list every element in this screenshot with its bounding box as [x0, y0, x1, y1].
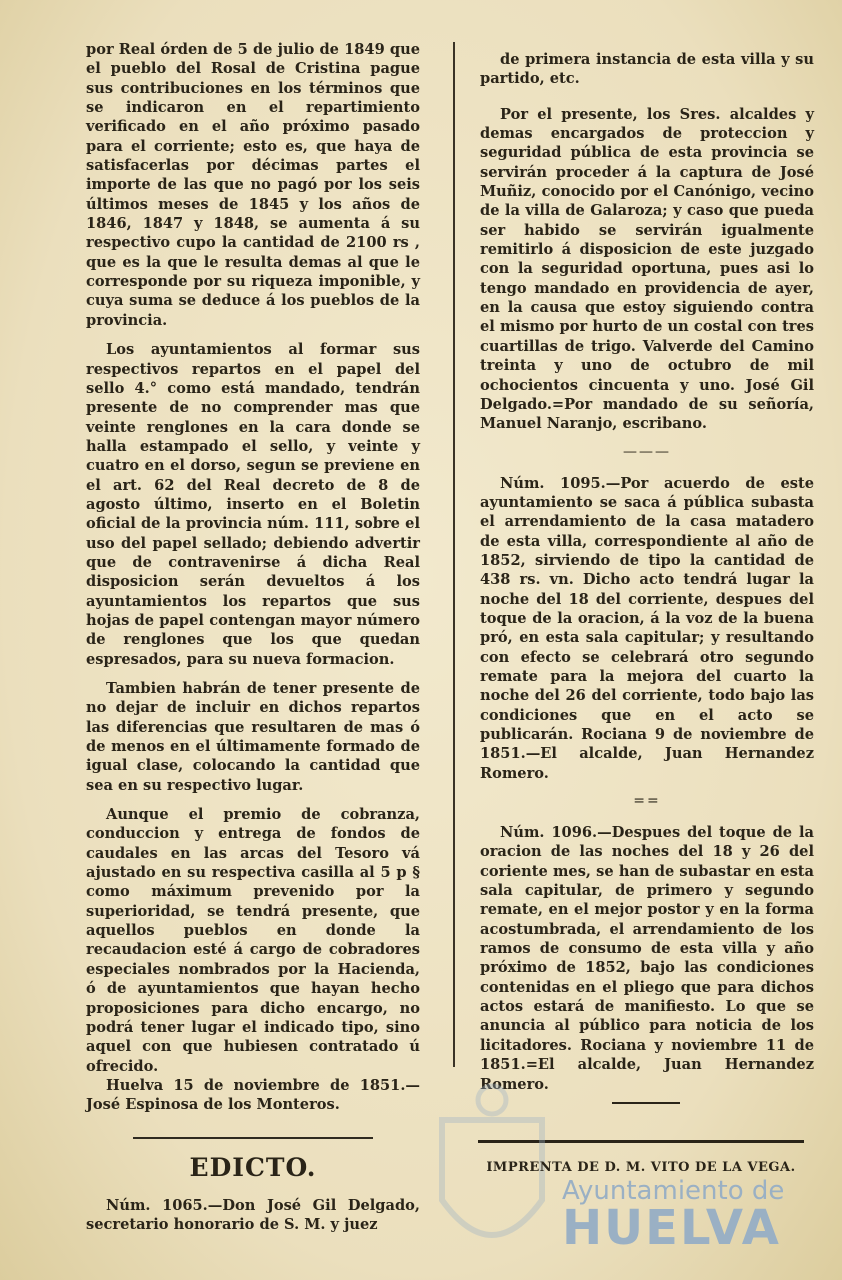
diferencias-paragraph: Tambien habrán de tener presente de no dejar de incluir en dichos repartos las diferencias que resultaren de mas ó de menos en el últimamente formado de igual clase, colocando la cantidad que sea en su respectivo lugar. — [86, 680, 420, 794]
notice-1095: Núm. 1095.—Por acuerdo de este ayuntamiento se saca á pública subasta el arrendamiento de la casa matadero de esta villa, correspondiente al año de 1852, sirviendo de tipo la cantidad de 438 rs. vn. Dicho acto tendrá lugar la noche del 18 del corriente, despues del toque de la oracion, á la voz de la buena pró, en esta sala capitular; y resultando con efecto se celebrará otro segundo remate para la mejora del cuarto la noche del 26 del corriente, todo bajo las condiciones que en el acto se publicarán. Rociana 9 de noviembre de 1851.—El alcalde, Juan Hernandez Romero. — [480, 474, 814, 782]
edict-continuation: de primera instancia de esta villa y su partido, etc. — [480, 51, 814, 88]
imprint-line: IMPRENTA DE D. M. VITO DE LA VEGA. — [486, 1160, 796, 1175]
watermark-line2: HUELVA — [562, 1200, 781, 1256]
section-divider — [133, 1137, 373, 1139]
notice-1096: Núm. 1096.—Despues del toque de la oracion de las noches del 18 y 26 del coriente mes, se han de subastar en esta sala capitular, de primero y segundo remate, en el mejor postor y en la forma acostumbrada, el arrendamiento de los ramos de consumo de esta villa y año próximo de 1852, bajo las condiciones contenidas en el pliego que para dichos actos estará de manifiesto. Lo que se anuncia al público para noticia de los licitadores. Rociana y noviembre 11 de 1851.=El alcalde, Juan Hernandez Romero. — [480, 824, 814, 1093]
edict-title: EDICTO. — [189, 1152, 317, 1182]
watermark-line1: Ayuntamiento de — [562, 1176, 785, 1206]
column-rule — [453, 42, 455, 1067]
edict-start: Núm. 1065.—Don José Gil Delgado, secretario honorario de S. M. y juez — [86, 1196, 420, 1233]
separator-double: == — [633, 793, 661, 810]
rosal-paragraph: por Real órden de 5 de julio de 1849 que el pueblo del Rosal de Cristina pague sus contribuciones en los términos que se indicaron en el repartimiento verificado en el año próximo pasado para el corriente; esto es, que haya de satisfacerlas por décimas partes el importe de las que no pagó por los seis últimos meses de 1845 y los años de 1846, 1847 y 1848, se aumenta á su respectivo cupo la cantidad de 2100 rs , que es la que le resulta demas al que le corresponde por su riqueza imponible, y cuya suma se deduce á los pueblos de la provincia. — [86, 41, 420, 329]
signature-line: Huelva 15 de noviembre de 1851.— José Espinosa de los Monteros. — [86, 1076, 420, 1114]
edict-body: Por el presente, los Sres. alcaldes y demas encargados de proteccion y seguridad pública de esta provincia se servirán proceder á la captura de José Muñiz, conocido por el Canónigo, vecino de la villa de Galaroza; y caso que pueda ser habido se servirán igualmente remitirlo á disposicion de este juzgado con la seguridad oportuna, pues asi lo tengo mandado en providencia de ayer, en la causa que estoy siguiendo contra el mismo por hurto de un costal con tres cuartillas de trigo. Valverde del Camino treinta y uno de octubro de mil ochocientos cincuenta y uno. José Gil Delgado.=Por mandado de su señoría, Manuel Naranjo, escribano. — [480, 105, 814, 433]
repartos-paragraph: Los ayuntamientos al formar sus respectivos repartos en el papel del sello 4.° como está mandado, tendrán presente de no comprender mas que veinte renglones en la cara donde se halla estampado el sello, y veinte y cuatro en el dorso, segun se previene en el art. 62 del Real decreto de 8 de agosto último, inserto en el Boletin oficial de la provincia núm. 111, sobre el uso del papel sellado; debiendo advertir que de contravenirse á dicha Real disposicion serán devueltos á los ayuntamientos los repartos que sus hojas de papel contengan mayor número de renglones que los que quedan espresados, para su nueva formacion. — [86, 341, 420, 668]
left-column — [86, 40, 420, 1244]
cobranza-paragraph: Aunque el premio de cobranza, conduccion y entrega de fondos de caudales en las arcas del Tesoro vá ajustado en su respectiva casilla al 5 p § como máximum prevenido por la superioridad, se tendrá presente, que aquellos pueblos en donde la recaudacion esté á cargo de cobradores especiales nombrados por la Hacienda, ó de ayuntamientos que hayan hecho proposiciones para dicho encargo, no podrá tener lugar el indicado tipo, sino aquel con que hubiesen contratado ú ofrecido. — [86, 806, 420, 1075]
right-column — [480, 50, 814, 1104]
separator-dash: ——— — [623, 443, 671, 460]
